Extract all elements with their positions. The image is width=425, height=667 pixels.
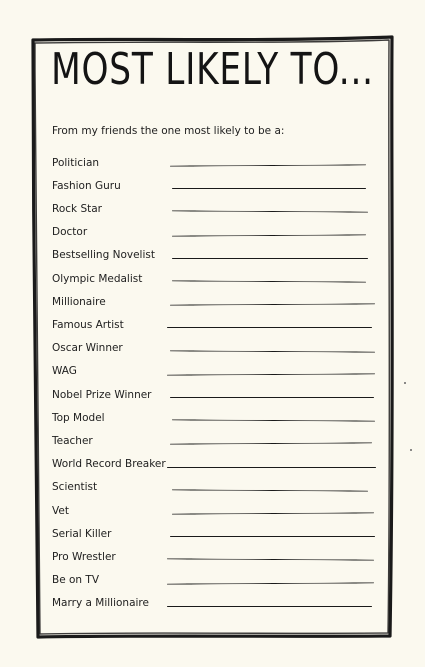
item-label: World Record Breaker bbox=[52, 458, 166, 471]
list-item bbox=[52, 291, 382, 307]
item-label: Pro Wrestler bbox=[52, 550, 116, 563]
list-item bbox=[52, 338, 382, 354]
item-label: Oscar Winner bbox=[52, 342, 123, 355]
answer-line[interactable] bbox=[167, 373, 375, 375]
list-item bbox=[52, 198, 382, 214]
item-label: Olympic Medalist bbox=[52, 272, 143, 285]
list-item bbox=[52, 361, 382, 377]
answer-line[interactable] bbox=[172, 234, 366, 236]
answer-line[interactable] bbox=[172, 188, 366, 189]
list-item bbox=[52, 245, 382, 261]
answer-line[interactable] bbox=[172, 512, 374, 514]
item-label: Serial Killer bbox=[52, 527, 112, 540]
list-item bbox=[52, 593, 382, 609]
answer-line[interactable] bbox=[172, 211, 368, 213]
intro-text: From my friends the one most likely to be a: bbox=[52, 125, 285, 137]
answer-line[interactable] bbox=[167, 559, 374, 561]
list-item bbox=[52, 546, 382, 562]
page-title: MOST LIKELY TO... bbox=[51, 44, 374, 95]
list-item bbox=[52, 477, 382, 493]
item-label: Teacher bbox=[52, 434, 93, 447]
item-label: Nobel Prize Winner bbox=[52, 388, 152, 401]
list-item bbox=[52, 430, 382, 446]
item-label: Marry a Millionaire bbox=[52, 597, 149, 610]
list-item bbox=[52, 175, 382, 191]
answer-line[interactable] bbox=[170, 304, 375, 306]
answer-line[interactable] bbox=[167, 327, 372, 328]
list-item bbox=[52, 384, 382, 400]
item-label: Millionaire bbox=[52, 295, 106, 308]
list-item bbox=[52, 454, 382, 470]
item-label: Politician bbox=[52, 156, 100, 169]
item-label: Famous Artist bbox=[52, 318, 124, 331]
answer-line[interactable] bbox=[170, 443, 372, 445]
item-label: Doctor bbox=[52, 226, 88, 239]
item-label: Be on TV bbox=[52, 574, 100, 587]
list-item bbox=[52, 314, 382, 330]
item-label: Rock Star bbox=[52, 202, 102, 215]
answer-line[interactable] bbox=[172, 489, 368, 491]
answer-line[interactable] bbox=[172, 280, 366, 282]
list-item bbox=[52, 222, 382, 238]
list-item bbox=[52, 268, 382, 284]
answer-line[interactable] bbox=[167, 582, 374, 584]
answer-line[interactable] bbox=[170, 397, 374, 398]
item-label: Fashion Guru bbox=[52, 179, 121, 192]
list-item bbox=[52, 152, 382, 168]
item-label: WAG bbox=[52, 365, 77, 378]
item-label: Top Model bbox=[52, 411, 105, 424]
answer-line[interactable] bbox=[172, 420, 375, 422]
list-item bbox=[52, 523, 382, 539]
ink-speck bbox=[404, 382, 406, 384]
item-label: Bestselling Novelist bbox=[52, 249, 155, 262]
ink-speck bbox=[410, 449, 412, 451]
answer-line[interactable] bbox=[167, 606, 372, 607]
answer-line[interactable] bbox=[170, 164, 366, 166]
answer-line[interactable] bbox=[170, 536, 375, 537]
list-item bbox=[52, 570, 382, 586]
list-item bbox=[52, 407, 382, 423]
answer-line[interactable] bbox=[167, 467, 376, 468]
answer-line[interactable] bbox=[170, 350, 375, 352]
answer-line[interactable] bbox=[172, 258, 368, 259]
item-label: Scientist bbox=[52, 481, 98, 494]
item-label: Vet bbox=[52, 504, 69, 517]
list-item bbox=[52, 500, 382, 516]
